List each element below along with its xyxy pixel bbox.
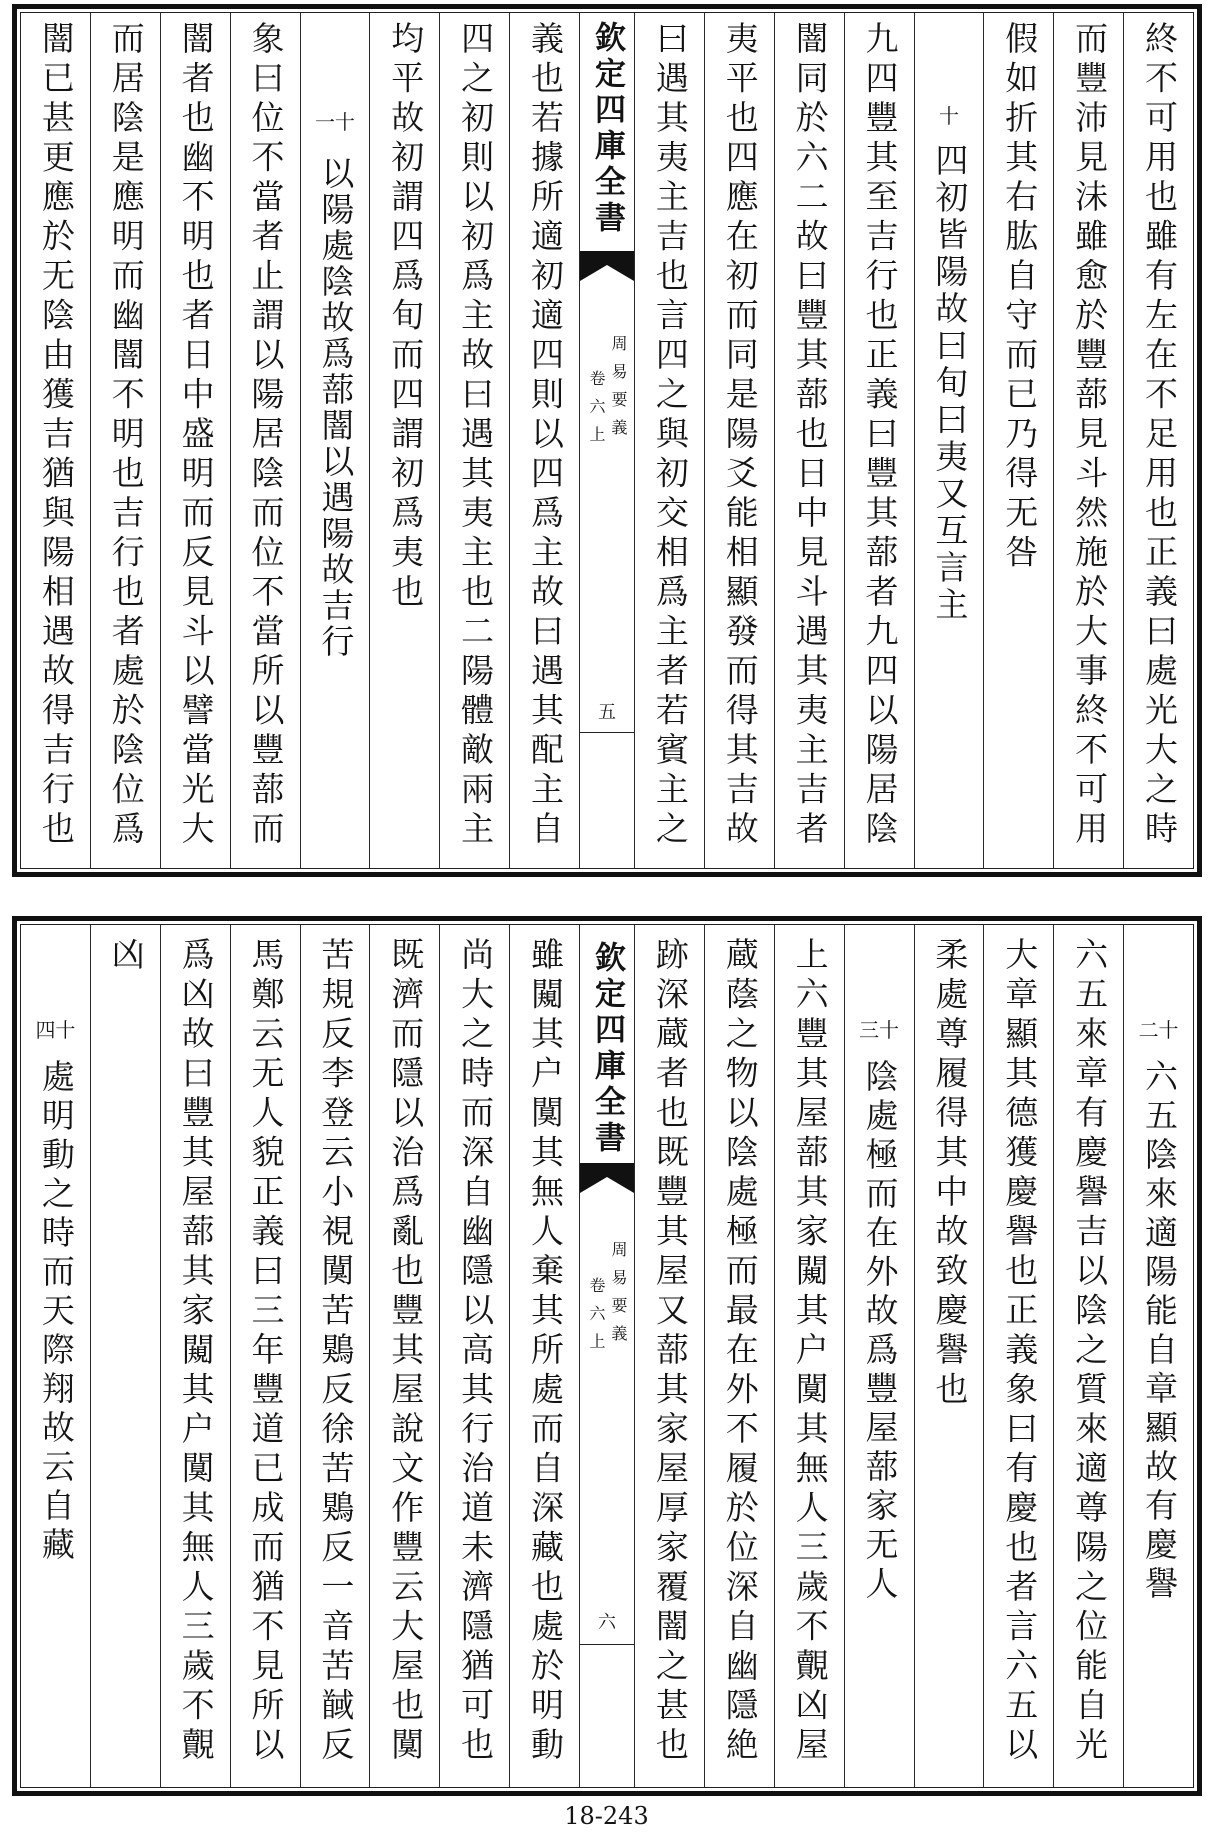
column-text: 凶 xyxy=(106,937,146,977)
fold-rule xyxy=(580,1644,634,1645)
text-column xyxy=(914,925,984,1787)
fish-tail-ornament xyxy=(580,1163,634,1197)
column-text: 假如折其右肱自守而已乃得无咎 xyxy=(1000,21,1040,574)
column-text: 雖闚其户闃其無人棄其所處而自深藏也處於明動 xyxy=(526,937,565,1767)
text-column xyxy=(300,13,370,868)
text-column xyxy=(634,925,704,1787)
text-column xyxy=(1123,925,1193,1787)
section-number: 十四 xyxy=(35,1018,76,1042)
column-text: 苦規反李登云小視闃苦鶪反徐苦鶪反一音苦馘反 xyxy=(316,937,356,1767)
page-frame xyxy=(20,12,1194,869)
text-column xyxy=(914,13,984,868)
column-text: 終不可用也雖有左在不足用也正義曰處光大之時 xyxy=(1140,21,1179,851)
column-text: 跡深蔵者也既豐其屋又蔀其家屋厚家覆闇之甚也 xyxy=(650,937,690,1767)
text-column xyxy=(844,925,914,1787)
fold-volume: 卷六上 xyxy=(587,370,606,454)
center-fold xyxy=(579,13,634,868)
text-column xyxy=(509,925,579,1787)
upper-page-panel xyxy=(12,4,1202,877)
column-text: 象曰位不當者止謂以陽居陰而位不當所以豐蔀而 xyxy=(246,21,286,851)
column-text: 闇同於六二故曰豐其蔀也日中見斗遇其夷主吉者 xyxy=(790,21,830,851)
column-text: 夷平也四應在初而同是陽爻能相顯發而得其吉故 xyxy=(720,21,760,851)
fold-leaf-number: 五 xyxy=(598,702,616,723)
text-column xyxy=(704,925,774,1787)
text-column xyxy=(1053,925,1123,1787)
text-column xyxy=(509,13,579,868)
center-fold xyxy=(579,925,634,1787)
fold-volume: 卷六上 xyxy=(587,1277,606,1361)
text-column xyxy=(160,925,230,1787)
text-column xyxy=(634,13,704,868)
text-column xyxy=(230,13,300,868)
column-text: 四初皆陽故曰旬曰夷又互言主 xyxy=(930,143,970,624)
section-number: 十一 xyxy=(314,110,355,134)
text-column xyxy=(369,13,439,868)
column-text: 均平故初謂四爲旬而四謂初爲夷也 xyxy=(386,21,426,614)
column-text: 九四豐其至吉行也正義曰豐其蔀者九四以陽居陰 xyxy=(860,21,900,851)
section-number: 十三 xyxy=(859,1018,900,1042)
column-text: 而居陰是應明而幽闇不明也吉行也者處於陰位爲 xyxy=(106,21,146,851)
column-text: 六五陰來適陽能自章顯故有慶譽 xyxy=(1140,1059,1179,1605)
fold-title: 欽定四庫全書 xyxy=(589,941,625,1157)
text-column xyxy=(160,13,230,868)
column-text: 四之初則以初爲主故曰遇其夷主也二陽體敵兩主 xyxy=(456,21,496,851)
section-number: 十二 xyxy=(1138,1018,1179,1042)
text-column xyxy=(21,13,90,868)
text-column xyxy=(21,925,90,1787)
column-text: 以陽處陰故爲蔀闇以遇陽故吉行 xyxy=(316,156,356,660)
fold-book-title: 周易要義 xyxy=(609,335,628,447)
text-column xyxy=(300,925,370,1787)
column-text: 而豐沛見沬雖愈於豐蔀見斗然施於大事終不可用 xyxy=(1070,21,1110,851)
column-text: 大章顯其德獲慶譽也正義象曰有慶也者言六五以 xyxy=(1000,937,1040,1767)
fold-book-title: 周易要義 xyxy=(609,1241,628,1353)
text-column xyxy=(774,13,844,868)
column-text: 闇已甚更應於无陰由獲吉猶與陽相遇故得吉行也 xyxy=(36,21,76,851)
column-text: 闇者也幽不明也者日中盛明而反見斗以譬當光大 xyxy=(176,21,216,851)
text-column xyxy=(844,13,914,868)
fold-title: 欽定四庫全書 xyxy=(589,21,625,237)
text-column xyxy=(90,925,160,1787)
column-text: 柔處尊履得其中故致慶譽也 xyxy=(930,937,970,1411)
text-column xyxy=(439,925,509,1787)
fold-leaf-number: 六 xyxy=(598,1612,616,1633)
text-column xyxy=(983,13,1053,868)
text-column xyxy=(439,13,509,868)
column-text: 爲凶故曰豐其屋蔀其家闚其户闃其無人三歲不覿 xyxy=(176,937,216,1767)
text-column xyxy=(369,925,439,1787)
column-text: 馬鄭云无人貌正義曰三年豐道已成而猶不見所以 xyxy=(246,937,286,1767)
text-column xyxy=(230,925,300,1787)
page-frame xyxy=(20,924,1194,1788)
column-text: 尚大之時而深自幽隱以高其行治道未濟隱猶可也 xyxy=(456,937,496,1767)
column-text: 曰遇其夷主吉也言四之與初交相爲主者若賓主之 xyxy=(650,21,690,851)
column-text: 上六豐其屋蔀其家闚其户闃其無人三歲不覿凶屋 xyxy=(790,937,830,1767)
text-column xyxy=(1123,13,1193,868)
column-text: 既濟而隱以治爲亂也豐其屋說文作豐云大屋也闃 xyxy=(386,937,426,1767)
fold-rule xyxy=(580,732,634,733)
column-text: 六五來章有慶譽吉以陰之質來適尊陽之位能自光 xyxy=(1070,937,1110,1767)
text-column xyxy=(774,925,844,1787)
page-number: 18-243 xyxy=(564,1802,649,1830)
text-column xyxy=(90,13,160,868)
column-text: 蔵蔭之物以陰處極而最在外不履於位深自幽隱絶 xyxy=(720,937,760,1767)
text-column xyxy=(704,13,774,868)
text-column xyxy=(1053,13,1123,868)
fish-tail-ornament xyxy=(580,251,634,285)
column-text: 處明動之時而天際翔故云自藏 xyxy=(36,1059,76,1566)
column-text: 義也若據所適初適四則以四爲主故曰遇其配主自 xyxy=(526,21,565,851)
text-column xyxy=(983,925,1053,1787)
column-text: 陰處極而在外故爲豐屋蔀家无人 xyxy=(860,1059,900,1605)
lower-page-panel xyxy=(12,916,1202,1796)
section-number: 十 xyxy=(938,104,959,128)
